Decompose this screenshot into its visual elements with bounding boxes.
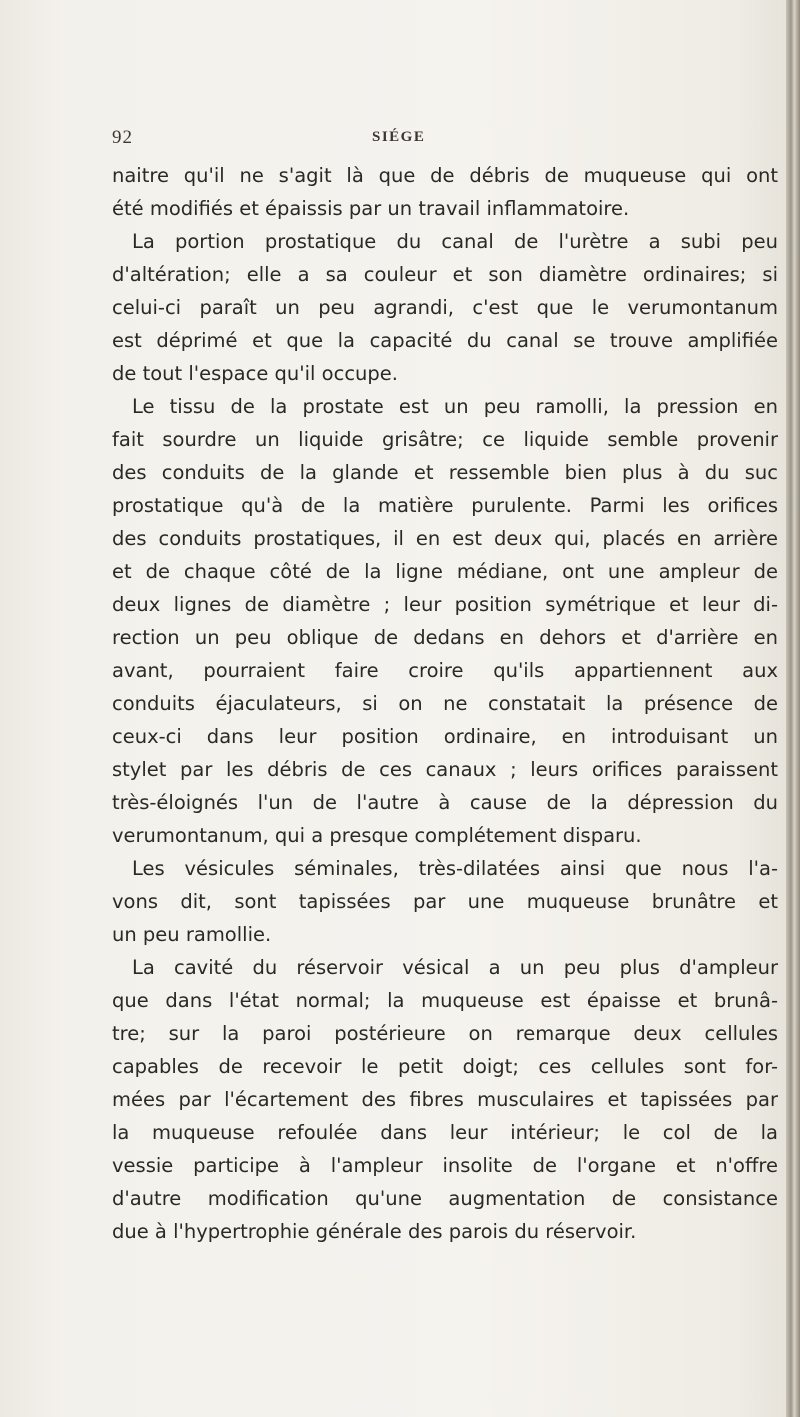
- text-line: prostatique qu'à de la matière purulente. Parmi les orifices: [112, 494, 778, 517]
- text-line: due à l'hypertrophie générale des parois du réservoir.: [112, 1220, 637, 1243]
- text-line: celui-ci paraît un peu agrandi, c'est que le verumontanum: [112, 296, 778, 319]
- text-line: et de chaque côté de la ligne médiane, ont une ampleur de: [112, 560, 778, 583]
- text-line: est déprimé et que la capacité du canal se trouve amplifiée: [112, 329, 778, 352]
- text-line: capables de recevoir le petit doigt; ces cellules sont for-: [112, 1055, 778, 1078]
- text-line: mées par l'écartement des fibres musculaires et tapissées par: [112, 1088, 778, 1111]
- paragraph-start-line: Les vésicules séminales, très-dilatées ainsi que nous l'a-: [132, 857, 778, 880]
- paragraph-start-line: Le tissu de la prostate est un peu ramolli, la pression en: [132, 395, 778, 418]
- text-line: fait sourdre un liquide grisâtre; ce liquide semble provenir: [112, 428, 778, 451]
- text-line: d'autre modification qu'une augmentation de consistance: [112, 1187, 778, 1210]
- text-line: des conduits prostatiques, il en est deux qui, placés en arrière: [112, 527, 778, 550]
- paragraph-start-line: La portion prostatique du canal de l'urètre a subi peu: [132, 230, 778, 253]
- text-line: tre; sur la paroi postérieure on remarque deux cellules: [112, 1022, 778, 1045]
- text-line: très-éloignés l'un de l'autre à cause de la dépression du: [112, 791, 778, 814]
- text-line: de tout l'espace qu'il occupe.: [112, 362, 398, 385]
- text-line: que dans l'état normal; la muqueuse est épaisse et brunâ-: [112, 989, 778, 1012]
- text-line: deux lignes de diamètre ; leur position symétrique et leur di-: [112, 593, 778, 616]
- text-line: conduits éjaculateurs, si on ne constatait la présence de: [112, 692, 778, 715]
- text-line: avant, pourraient faire croire qu'ils appartiennent aux: [112, 659, 778, 682]
- page-number: 92: [112, 127, 133, 148]
- text-line: vessie participe à l'ampleur insolite de l'organe et n'offre: [112, 1154, 778, 1177]
- page-edge-binding: [786, 0, 800, 1417]
- text-line: été modifiés et épaissis par un travail inflammatoire.: [112, 197, 630, 220]
- text-line: rection un peu oblique de dedans en dehors et d'arrière en: [112, 626, 778, 649]
- text-line: un peu ramollie.: [112, 923, 272, 946]
- text-line: stylet par les débris de ces canaux ; leurs orifices paraissent: [112, 758, 778, 781]
- text-line: naitre qu'il ne s'agit là que de débris de muqueuse qui ont: [112, 164, 778, 187]
- text-line: vons dit, sont tapissées par une muqueuse brunâtre et: [112, 890, 778, 913]
- text-line: la muqueuse refoulée dans leur intérieur; le col de la: [112, 1121, 778, 1144]
- text-line: ceux-ci dans leur position ordinaire, en introduisant un: [112, 725, 778, 748]
- body-text: [112, 159, 778, 1248]
- text-line: verumontanum, qui a presque complétement disparu.: [112, 824, 642, 847]
- text-line: d'altération; elle a sa couleur et son diamètre ordinaires; si: [112, 263, 778, 286]
- text-line: des conduits de la glande et ressemble bien plus à du suc: [112, 461, 778, 484]
- paragraph-start-line: La cavité du réservoir vésical a un peu plus d'ampleur: [132, 956, 778, 979]
- page-header: [112, 127, 772, 151]
- running-title: SIÉGE: [372, 129, 426, 145]
